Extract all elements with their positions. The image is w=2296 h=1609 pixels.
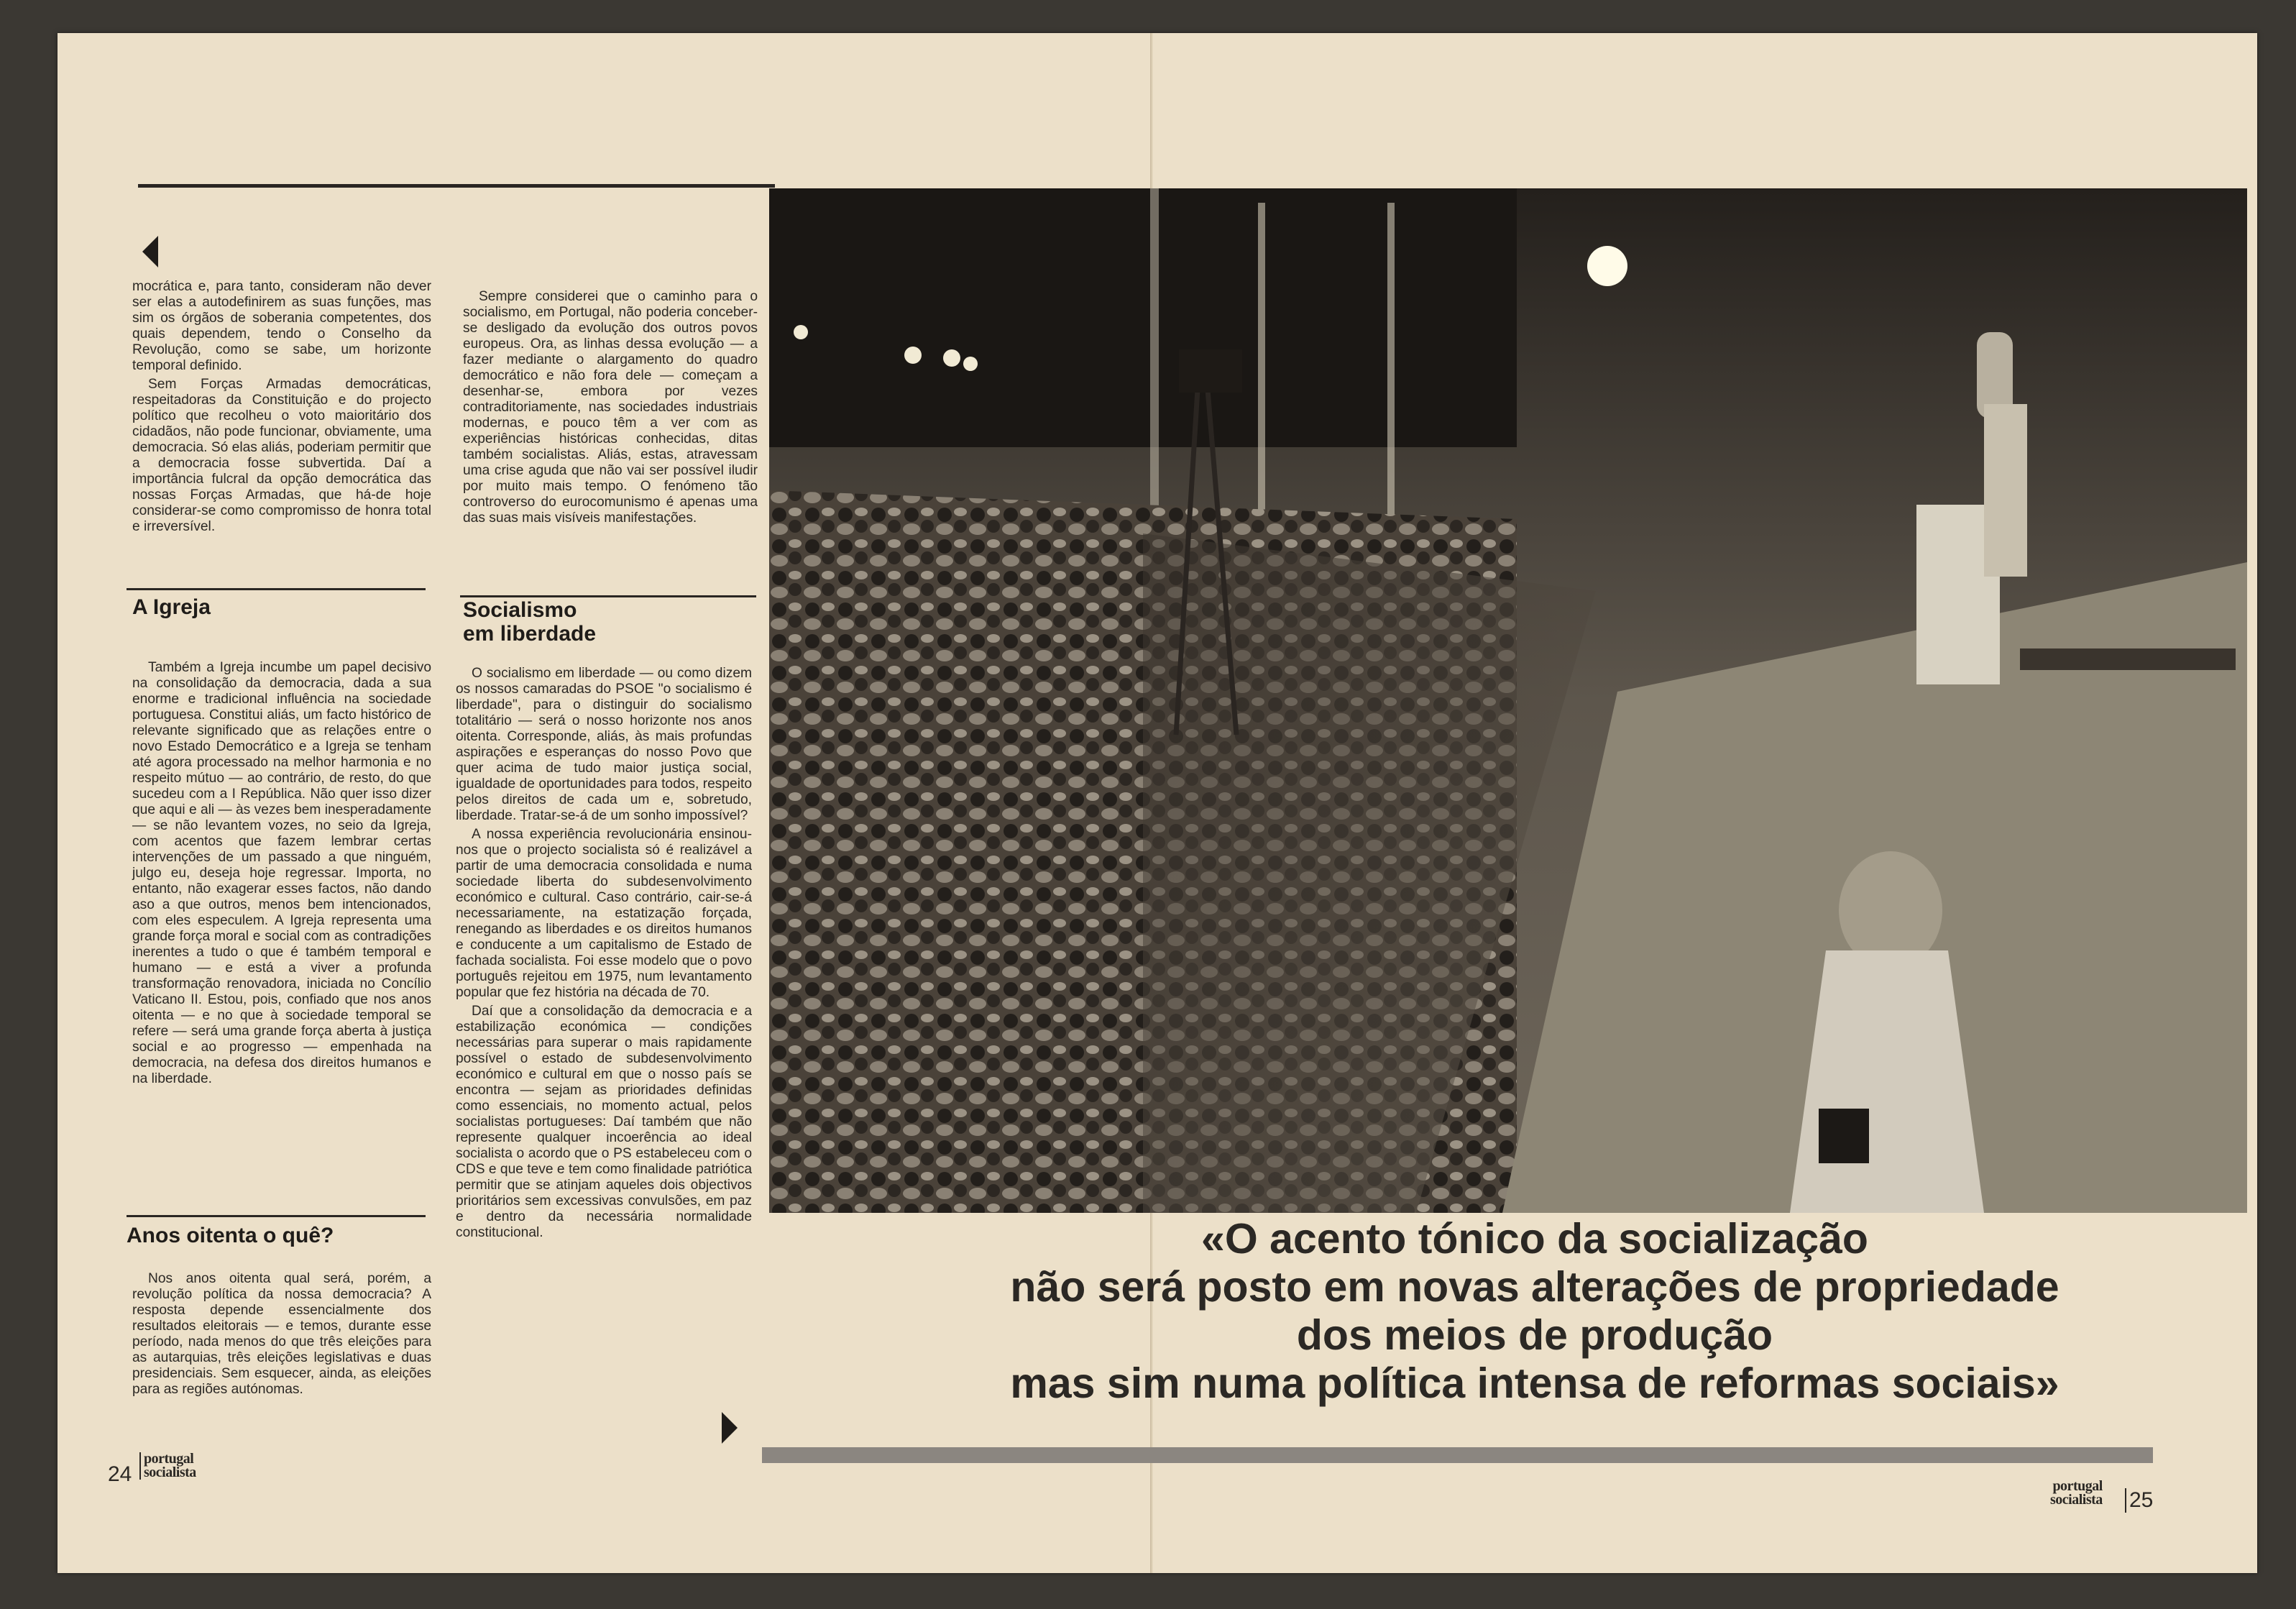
section-heading-anos-oitenta: Anos oitenta o quê? (127, 1224, 334, 1247)
section-heading-igreja: A Igreja (132, 595, 211, 619)
conference-photo (769, 188, 2247, 1213)
heading-line: em liberdade (463, 622, 597, 646)
column-2-intro (463, 289, 758, 529)
section-heading-socialismo (463, 598, 596, 646)
top-rule (138, 184, 775, 188)
section-rule (460, 595, 756, 597)
column-1-igreja-text (132, 660, 431, 1090)
publication-logo-left (139, 1452, 196, 1480)
continued-arrow-icon (722, 1412, 738, 1444)
paragraph: Nos anos oitenta qual será, porém, a revolução política da nossa democracia? A resposta depende essencialmente dos resultados eleitorais — e temos, durante esse período, nada menos do que três eleições para as autarquias, três eleições legislativas e duas presidenciais. Sem esquecer, ainda, as eleições para as regiões autónomas. (132, 1271, 431, 1397)
photo-illustration (769, 188, 2247, 1213)
pull-quote-line: mas sim numa política intensa de reformas sociais» (1010, 1360, 2059, 1407)
pull-quote-line: dos meios de produção (1296, 1311, 1773, 1359)
logo-text: socialista (144, 1464, 196, 1480)
paragraph: Sempre considerei que o caminho para o socialismo, em Portugal, não poderia conceber-se desligado da evolução dos outros povos europeus. Ora, as linhas dessa evolução — a fazer mediante o alargamento do quadro democrático e não fora dele — começam a desenhar-se, embora por vezes contraditoriamente, nas sociedades industriais modernas, e pouco têm a ver com as experiências históricas conhecidas, ditas também socialistas. Aliás, estas, atravessam uma crise aguda que não vai ser possível iludir por muito mais tempo. O fenómeno tão controverso do eurocomunismo é apenas uma das suas mais visíveis manifestações. (463, 289, 758, 526)
bottom-rule (762, 1447, 2153, 1463)
heading-line: Socialismo (463, 598, 577, 622)
publication-logo-right (2050, 1480, 2103, 1507)
continued-from-arrow-icon (142, 236, 158, 267)
page-number-left: 24 (108, 1462, 132, 1486)
paragraph: O socialismo em liberdade — ou como dizem os nossos camaradas do PSOE "o socialismo é liberdade", para o distinguir do socialismo totalitário — será o nosso horizonte nos anos oitenta. Corresponde, aliás, às mais profundas aspirações e esperanças do nosso Povo que quer acima de tudo maior justiça social, igualdade de oportunidades para todos, respeito pelos direitos de cada um e, sobretudo, liberdade. Tratar-se-á de um sonho impossível? (456, 666, 752, 823)
page-number-right: 25 (2125, 1488, 2153, 1513)
column-2-socialismo-text (456, 666, 752, 1244)
logo-text: portugal (2052, 1478, 2103, 1494)
paragraph: Daí que a consolidação da democracia e a estabilização económica — condições necessárias para superar o mais rapidamente possível o estado de subdesenvolvimento económico e cultural em que o nosso país se encontra — sejam as prioridades definidas como essenciais, no momento actual, pelos socialistas portugueses: Daí também que não represente qualquer incoerência ao ideal socialista o acordo que o PS estabeleceu com o CDS e que teve e tem como finalidade patriótica permitir que se atinjam aqueles dois objectivos prioritários sem excessivas convulsões, em paz e dentro da necessária normalidade constitucional. (456, 1004, 752, 1240)
pull-quote-line: «O acento tónico da socialização (1201, 1215, 1868, 1262)
paragraph: Sem Forças Armadas democráticas, respeitadoras da Constituição e do projecto político que recolheu o voto maioritário dos cidadãos, não pode funcionar, obviamente, uma democracia. Só elas aliás, poderiam permitir que a democracia fosse subvertida. Daí a importância fulcral da opção democrática das nossas Forças Armadas, que há-de hoje considerar-se como compromisso de honra total e irreversível. (132, 377, 431, 534)
column-1-intro (132, 279, 431, 538)
paragraph: mocrática e, para tanto, consideram não dever ser elas a autodefinirem as suas funções, mas sim os órgãos de soberania competentes, dos quais dependem, tendo o Conselho da Revolução, como se sabe, um horizonte temporal definido. (132, 279, 431, 373)
column-1-anos-text (132, 1271, 431, 1401)
pull-quote (855, 1215, 2214, 1408)
section-rule (127, 588, 426, 590)
paragraph: A nossa experiência revolucionária ensinou-nos que o projecto socialista só é realizável a partir de uma democracia consolidada e numa sociedade liberta do subdesenvolvimento económico e cultural. Caso contrário, cair-se-á necessariamente, na estatização forçada, renegando as liberdades e os direitos humanos e conducente a um capitalismo de Estado de fachada socialista. Foi esse modelo que o povo português rejeitou em 1975, num levantamento popular que fez história na década de 70. (456, 827, 752, 1000)
section-rule (127, 1215, 426, 1217)
pull-quote-line: não será posto em novas alterações de propriedade (1010, 1263, 2059, 1311)
logo-text: socialista (2050, 1492, 2103, 1508)
logo-text: portugal (144, 1451, 194, 1467)
paragraph: Também a Igreja incumbe um papel decisivo na consolidação da democracia, dada a sua enorme e tradicional influência na sociedade portuguesa. Constitui aliás, um facto histórico de relevante significado que as relações entre o novo Estado Democrático e a Igreja se tenham até agora processado na melhor harmonia e no respeito mútuo — ao contrário, de resto, do que sucedeu com a I República. Não quer isso dizer que aqui e ali — às vezes bem inesperadamente — se não levantem vozes, no seio da Igreja, com acentos que fazem lembrar certas intervenções de um passado a que ninguém, julgo eu, deseja hoje regressar. Importa, no entanto, não exagerar esses factos, não dando aso a que outros, menos bem intencionados, com eles especulem. A Igreja representa uma grande força moral e social com as contradições inerentes a tudo o que é também temporal e humano — e está a viver a profunda transformação renovadora, iniciada no Concílio Vaticano II. Estou, pois, confiado que nos anos oitenta — e no que à sociedade temporal se refere — será uma grande força aberta à justiça social e ao progresso — empenhada na democracia, na defesa dos direitos humanos e na liberdade. (132, 660, 431, 1086)
